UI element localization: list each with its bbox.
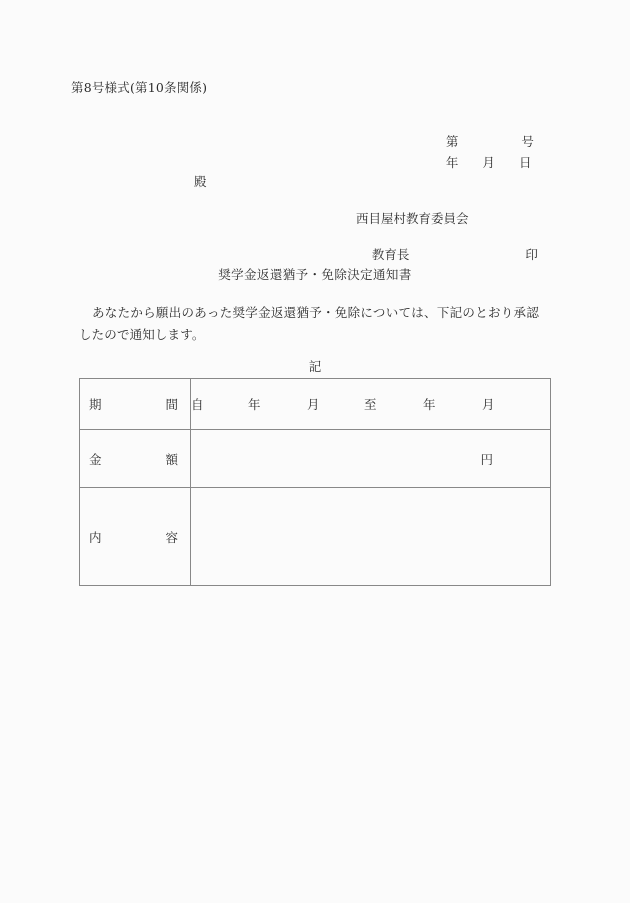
period-to-year-label: 年 [423,397,436,412]
row-value-content[interactable] [191,488,551,586]
document-number-prefix: 第 [445,134,459,149]
row-value-period[interactable] [191,379,551,430]
row-label-period [80,379,191,430]
table-row-period [80,379,551,430]
period-from-year-label: 年 [248,397,261,412]
form-number-label: 第8号様式(第10条関係) [71,80,208,95]
body-paragraph: あなたから願出のあった奨学金返還猶予・免除については、下記のとおり承認したので通知します。 [79,305,539,342]
seal-mark-icon: 印 [525,247,538,262]
row-label-amount [80,430,191,488]
period-from-mark: 自 [191,397,204,412]
row-label-content [80,488,191,586]
row-label-period-last: 間 [165,397,178,412]
date-day-label: 日 [518,155,532,170]
detail-table [79,378,551,586]
row-label-period-first: 期 [89,397,102,412]
row-label-content-first: 内 [89,529,102,545]
document-title: 奨学金返還猶予・免除決定通知書 [218,267,412,282]
row-label-amount-last: 額 [165,451,178,467]
date-month-label: 月 [482,155,495,170]
period-to-mark: 至 [364,397,377,412]
row-label-amount-first: 金 [89,451,102,467]
date-year-label: 年 [445,155,459,170]
addressee-honorific: 殿 [194,174,207,189]
row-label-content-last: 容 [165,529,178,545]
period-from-month-label: 月 [307,397,320,412]
table-row-content [80,488,551,586]
table-row-amount [80,430,551,488]
document-number-suffix: 号 [521,134,534,149]
date-line [430,138,531,186]
issuer-title: 教育長 [371,247,410,262]
period-to-month-label: 月 [482,397,495,412]
row-value-amount[interactable] [191,430,551,488]
amount-unit-label: 円 [480,451,493,467]
ki-marker: 記 [308,359,322,374]
issuer-organization: 西目屋村教育委員会 [356,211,469,226]
